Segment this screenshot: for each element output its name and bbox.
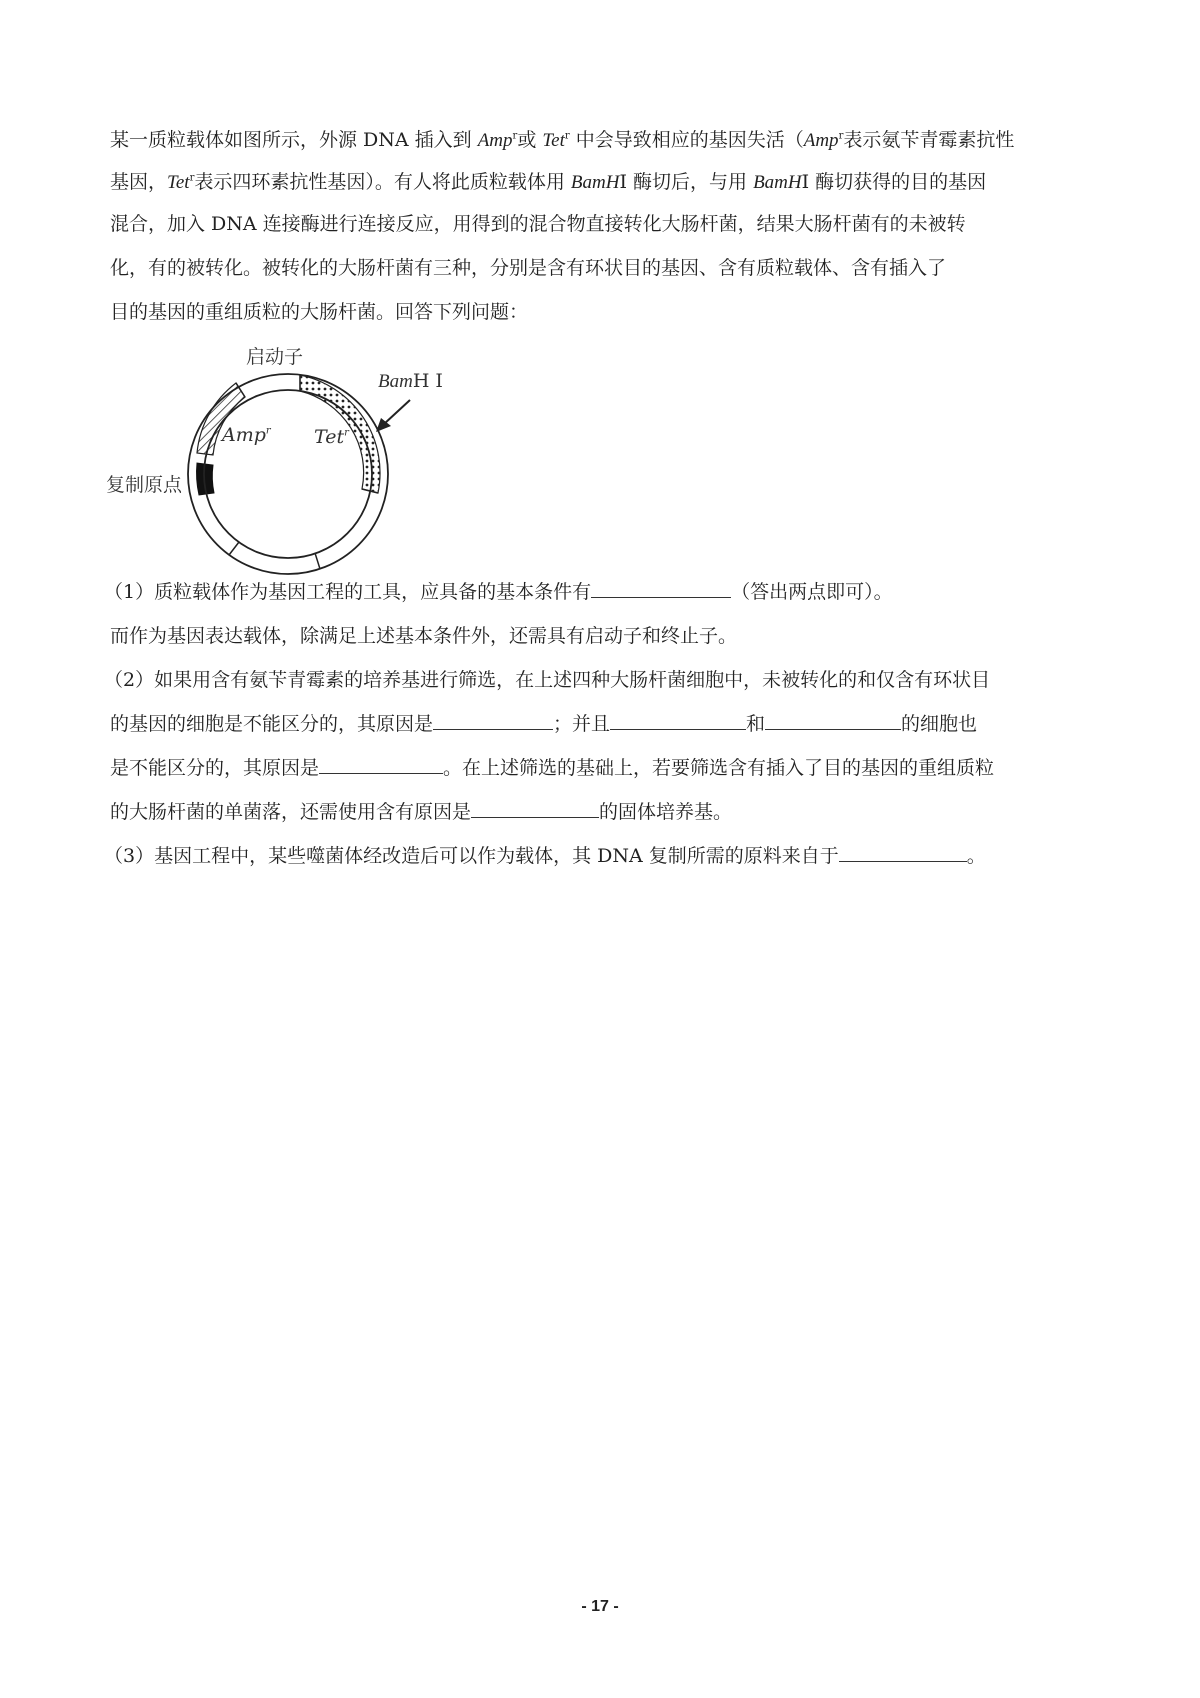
- answer-blank[interactable]: [319, 755, 443, 774]
- q2-text: 。在上述筛选的基础上，若要筛选含有插入了目的基因的重组质粒: [443, 757, 995, 779]
- bamh-enzyme: BamH: [570, 172, 620, 193]
- intro-line-5: 目的基因的重组质粒的大肠杆菌。回答下列问题：: [110, 301, 529, 323]
- superscript-r: r: [564, 130, 570, 142]
- answer-blank[interactable]: [839, 843, 967, 862]
- answer-blank[interactable]: [765, 711, 901, 730]
- answer-blank[interactable]: [471, 799, 599, 818]
- superscript-r: r: [189, 172, 195, 184]
- answer-blank[interactable]: [610, 711, 746, 730]
- q1-line-1: [104, 574, 1094, 610]
- superscript-r: r: [344, 427, 349, 439]
- superscript-r: r: [265, 425, 271, 437]
- text: 某一质粒载体如图所示，外源 DNA 插入到: [110, 129, 478, 151]
- amp-text: Amp: [222, 424, 266, 446]
- q2-line-2: [110, 706, 1100, 742]
- answer-blank[interactable]: [591, 579, 731, 598]
- text: 酶切获得的目的基因: [809, 171, 987, 193]
- intro-line-3: 混合，加入 DNA 连接酶进行连接反应，用得到的混合物直接转化大肠杆菌，结果大肠杆菌有的未被转: [110, 213, 966, 235]
- roman-one: Ⅰ: [801, 171, 810, 193]
- tet-gene: Tet: [542, 130, 565, 151]
- q2-line-3: [110, 750, 1100, 786]
- page-number: - 17 -: [581, 1598, 619, 1615]
- ori-label: 复制原点: [106, 474, 183, 496]
- q2-text: 的细胞也: [901, 713, 978, 735]
- text: 基因，: [110, 171, 168, 193]
- q1-text-2: （答出两点即可）。: [731, 581, 893, 603]
- h1-text: H Ⅰ: [412, 370, 443, 392]
- answer-blank[interactable]: [433, 711, 553, 730]
- text: 或: [517, 129, 543, 151]
- q2-text: 和: [746, 713, 766, 735]
- q3-text: 。: [966, 845, 986, 867]
- q2-text: ；并且: [553, 713, 611, 735]
- text: 中会导致相应的基因失活（: [569, 129, 804, 151]
- superscript-r: r: [838, 130, 844, 142]
- q1-text: （1）质粒载体作为基因工程的工具，应具备的基本条件有: [104, 581, 592, 603]
- superscript-r: r: [512, 130, 518, 142]
- amp-gene: Amp: [803, 130, 839, 151]
- promoter-label: 启动子: [246, 346, 304, 368]
- intro-line-4: 化，有的被转化。被转化的大肠杆菌有三种，分别是含有环状目的基因、含有质粒载体、含有插入了: [110, 257, 947, 279]
- bamh-arrow: [384, 400, 410, 424]
- intro-line-2: [110, 164, 1100, 201]
- q3-text: （3）基因工程中，某些噬菌体经改造后可以作为载体，其 DNA 复制所需的原料来自于: [104, 845, 839, 867]
- roman-one: Ⅰ: [619, 171, 627, 193]
- q2-line-4: [110, 794, 1100, 830]
- q3-line-1: [104, 838, 1094, 874]
- q2-text: 的大肠杆菌的单菌落，还需使用含有原因是: [110, 801, 472, 823]
- inner-ring: [204, 390, 372, 558]
- q2-text: 的基因的细胞是不能区分的，其原因是: [110, 713, 434, 735]
- amp-gene: Amp: [477, 130, 513, 151]
- bamh-label: [378, 370, 443, 393]
- text: 酶切后，与用: [626, 171, 754, 193]
- amp-label: [222, 424, 271, 446]
- tet-gene: Tet: [167, 172, 190, 193]
- text: 表示氨苄青霉素抗性: [843, 129, 1015, 151]
- tet-label: [314, 426, 349, 448]
- q2-line-1: （2）如果用含有氨苄青霉素的培养基进行筛选，在上述四种大肠杆菌细胞中，未被转化的和仅含有环状目: [104, 669, 991, 691]
- bam-text: Bam: [378, 371, 413, 392]
- q2-text: 是不能区分的，其原因是: [110, 757, 320, 779]
- q1-line-2: 而作为基因表达载体，除满足上述基本条件外，还需具有启动子和终止子。: [110, 625, 738, 647]
- intro-line-1: [110, 122, 1100, 159]
- bamh-enzyme: BamH: [753, 172, 802, 193]
- text: 表示四环素抗性基因）。有人将此质粒载体用: [194, 171, 571, 193]
- q2-text: 的固体培养基。: [599, 801, 733, 823]
- tet-text: Tet: [314, 426, 345, 448]
